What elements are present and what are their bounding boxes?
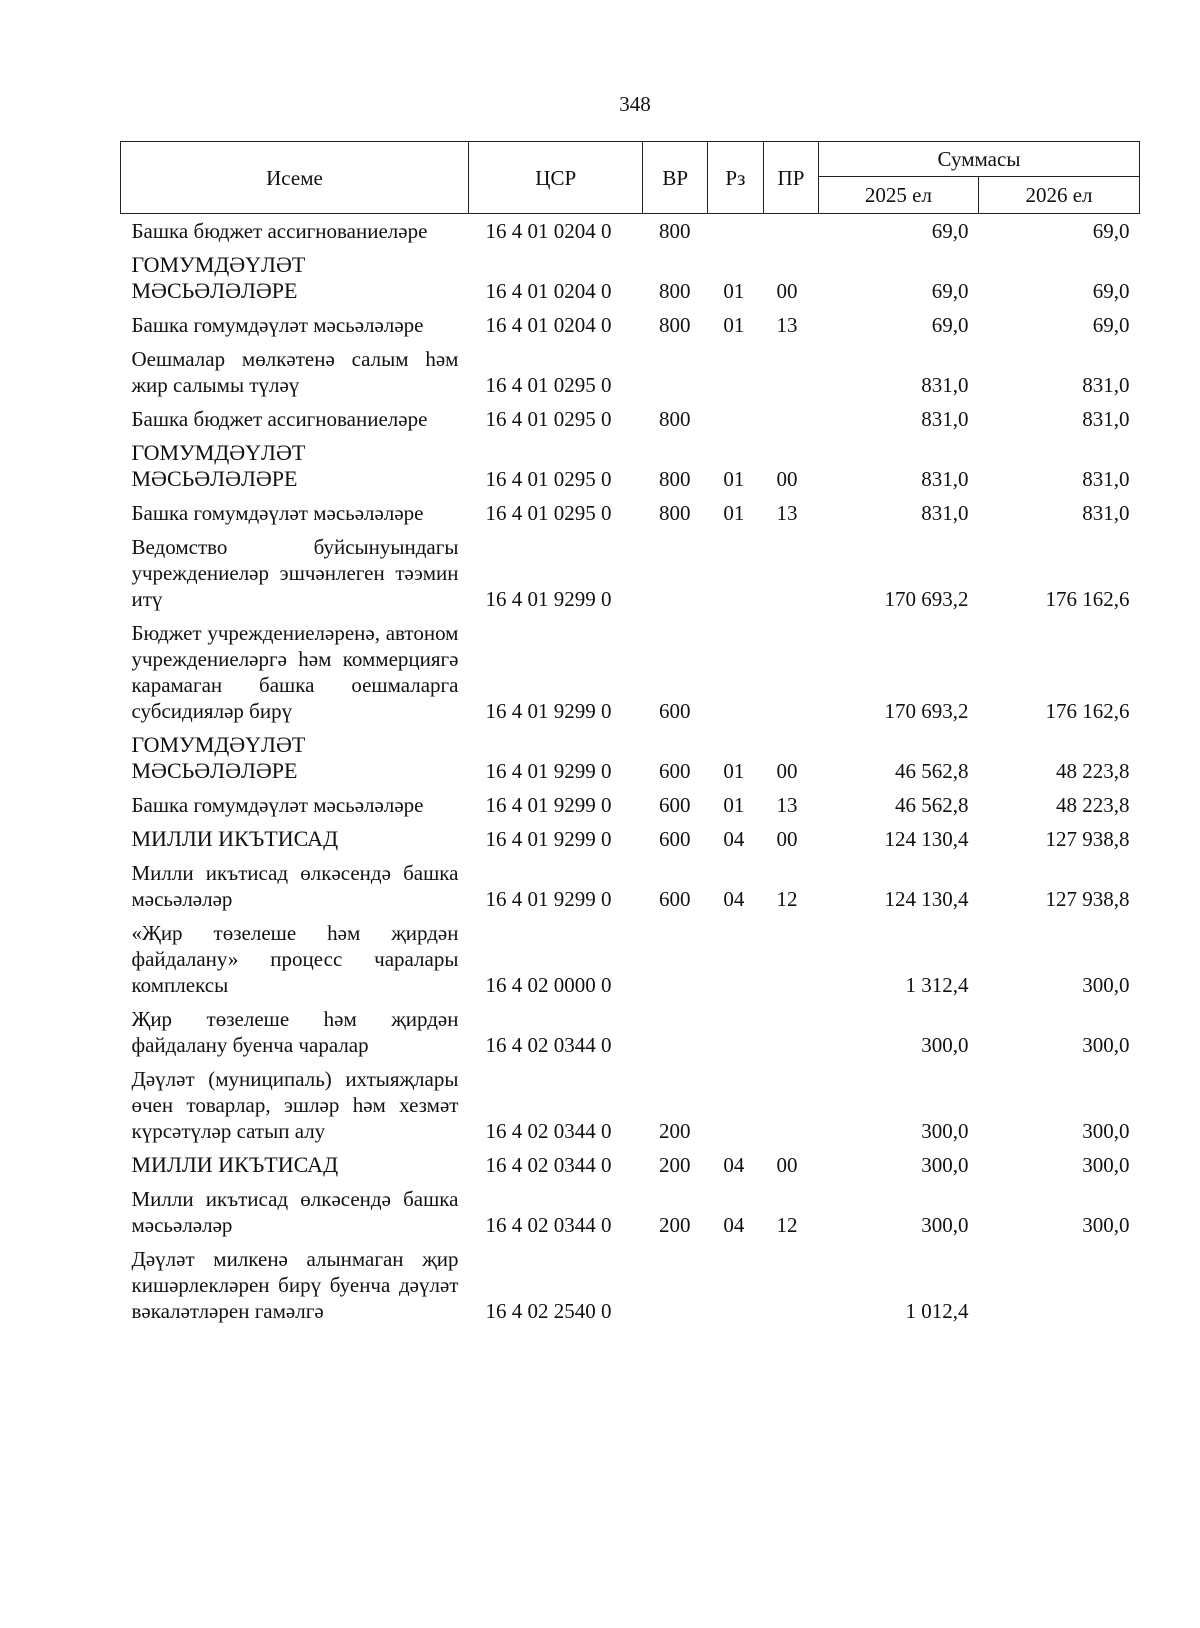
- pr-cell: 13: [776, 501, 798, 525]
- amount-2026-cell: 831,0: [1082, 407, 1130, 431]
- vr-cell: [643, 530, 707, 616]
- rz-cell: [707, 1002, 763, 1062]
- table-body: [121, 214, 1140, 1329]
- amount-2025-cell: 831,0: [921, 407, 969, 431]
- table-row: [121, 616, 1140, 728]
- pr-cell: [763, 530, 818, 616]
- page-number: 348: [619, 92, 651, 116]
- amount-2025-cell: 170 693,2: [884, 699, 969, 723]
- rz-cell: [707, 342, 763, 402]
- vr-cell: 200: [658, 1153, 691, 1177]
- amount-2025-cell: 300,0: [921, 1033, 969, 1057]
- amount-2026-cell: 300,0: [1082, 1213, 1130, 1237]
- amount-2025-cell: 300,0: [921, 1119, 969, 1143]
- pr-cell: 00: [776, 1153, 798, 1177]
- vr-cell: 200: [658, 1119, 691, 1143]
- amount-2026-cell: 69,0: [1092, 219, 1130, 243]
- pr-cell: 00: [776, 279, 798, 303]
- amount-2026-cell: 176 162,6: [1045, 699, 1130, 723]
- amount-2026-cell: 127 938,8: [1045, 827, 1130, 851]
- csr-cell: 16 4 01 9299 0: [485, 699, 612, 723]
- pr-cell: [763, 916, 818, 1002]
- amount-2026-cell: 176 162,6: [1045, 587, 1130, 611]
- name-cell: ГОМУМДӘҮЛӘТ МӘСЬӘЛӘЛӘРЕ: [131, 252, 306, 303]
- header-vr: ВР: [643, 142, 707, 214]
- rz-cell: 01: [723, 501, 745, 525]
- name-cell: Башка гомумдәүләт мәсьәләләре: [131, 793, 424, 817]
- vr-cell: 200: [658, 1213, 691, 1237]
- vr-cell: [643, 916, 707, 1002]
- amount-2025-cell: 1 312,4: [905, 973, 969, 997]
- rz-cell: 01: [723, 313, 745, 337]
- rz-cell: 04: [723, 1213, 745, 1237]
- rz-cell: 01: [723, 467, 745, 491]
- header-rz: Рз: [707, 142, 763, 214]
- amount-2026-cell: 300,0: [1082, 973, 1130, 997]
- name-cell: ГОМУМДӘҮЛӘТ МӘСЬӘЛӘЛӘРЕ: [131, 440, 306, 491]
- name-cell: Башка гомумдәүләт мәсьәләләре: [131, 501, 424, 525]
- header-sums: Суммасы: [818, 142, 1139, 177]
- rz-cell: 01: [723, 759, 745, 783]
- pr-cell: 12: [776, 887, 798, 911]
- csr-cell: 16 4 01 0295 0: [485, 407, 612, 431]
- amount-2025-cell: 1 012,4: [905, 1299, 969, 1323]
- amount-2025-cell: 124 130,4: [884, 827, 969, 851]
- rz-cell: 04: [723, 1153, 745, 1177]
- amount-2026-cell: 69,0: [1092, 279, 1130, 303]
- amount-2025-cell: 300,0: [921, 1153, 969, 1177]
- rz-cell: [707, 1062, 763, 1148]
- csr-cell: 16 4 01 0204 0: [485, 219, 612, 243]
- vr-cell: 600: [658, 827, 691, 851]
- amount-2025-cell: 170 693,2: [884, 587, 969, 611]
- header-name: Исеме: [121, 142, 469, 214]
- amount-2026-cell: [978, 1242, 1139, 1328]
- rz-cell: [707, 1242, 763, 1328]
- csr-cell: 16 4 02 0344 0: [485, 1213, 612, 1237]
- vr-cell: 800: [658, 219, 691, 243]
- pr-cell: 00: [776, 467, 798, 491]
- name-cell: Бюджет учреждениеләренә, автоном учреждениеләргә һәм коммерциягә карамаган башка оешмаларга субсидияләр бирү: [131, 621, 459, 723]
- budget-table: [120, 141, 1140, 1328]
- pr-cell: [763, 402, 818, 436]
- rz-cell: [707, 616, 763, 728]
- amount-2025-cell: 69,0: [931, 279, 969, 303]
- pr-cell: [763, 214, 818, 249]
- name-cell: Милли икътисад өлкәсендә башка мәсьәләләр: [131, 1187, 459, 1237]
- amount-2025-cell: 46 562,8: [894, 759, 969, 783]
- vr-cell: 800: [658, 501, 691, 525]
- name-cell: Башка бюджет ассигнованиеләре: [131, 219, 428, 243]
- vr-cell: [643, 1242, 707, 1328]
- csr-cell: 16 4 01 0204 0: [485, 313, 612, 337]
- table-row: [121, 856, 1140, 916]
- header-year-2026: 2026 ел: [978, 177, 1139, 214]
- pr-cell: [763, 616, 818, 728]
- pr-cell: [763, 1062, 818, 1148]
- csr-cell: 16 4 01 9299 0: [485, 887, 612, 911]
- header-pr: ПР: [763, 142, 818, 214]
- pr-cell: [763, 1002, 818, 1062]
- amount-2026-cell: 831,0: [1082, 373, 1130, 397]
- csr-cell: 16 4 01 0295 0: [485, 373, 612, 397]
- amount-2026-cell: 300,0: [1082, 1119, 1130, 1143]
- name-cell: Оешмалар мөлкәтенә салым һәм жир салымы түләү: [131, 347, 459, 397]
- csr-cell: 16 4 02 0344 0: [485, 1119, 612, 1143]
- vr-cell: 800: [658, 467, 691, 491]
- vr-cell: 800: [658, 313, 691, 337]
- vr-cell: 800: [658, 407, 691, 431]
- pr-cell: 13: [776, 793, 798, 817]
- amount-2026-cell: 300,0: [1082, 1033, 1130, 1057]
- csr-cell: 16 4 01 9299 0: [485, 827, 612, 851]
- name-cell: «Җир төзелеше һәм җирдән файдалану» процесс чаралары комплексы: [131, 921, 459, 997]
- pr-cell: 12: [776, 1213, 798, 1237]
- vr-cell: 600: [658, 759, 691, 783]
- table-row: [121, 916, 1140, 1002]
- vr-cell: 800: [658, 279, 691, 303]
- table-row: [121, 1148, 1140, 1182]
- name-cell: Башка гомумдәүләт мәсьәләләре: [131, 313, 424, 337]
- name-cell: Милли икътисад өлкәсендә башка мәсьәләләр: [131, 861, 459, 911]
- amount-2026-cell: 831,0: [1082, 501, 1130, 525]
- name-cell: Җир төзелеше һәм җирдән файдалану буенча чаралар: [131, 1007, 459, 1057]
- amount-2026-cell: 300,0: [1082, 1153, 1130, 1177]
- amount-2025-cell: 300,0: [921, 1213, 969, 1237]
- rz-cell: 04: [723, 887, 745, 911]
- amount-2025-cell: 831,0: [921, 501, 969, 525]
- amount-2025-cell: 831,0: [921, 467, 969, 491]
- amount-2026-cell: 69,0: [1092, 313, 1130, 337]
- name-cell: МИЛЛИ ИКЪТИСАД: [131, 1152, 339, 1177]
- vr-cell: [643, 1002, 707, 1062]
- table-row: [121, 342, 1140, 402]
- rz-cell: [707, 214, 763, 249]
- amount-2026-cell: 48 223,8: [1056, 759, 1130, 783]
- rz-cell: [707, 402, 763, 436]
- pr-cell: 00: [776, 759, 798, 783]
- rz-cell: [707, 530, 763, 616]
- table-row: [121, 402, 1140, 436]
- table-row: [121, 214, 1140, 249]
- csr-cell: 16 4 02 0000 0: [485, 973, 612, 997]
- amount-2026-cell: 831,0: [1082, 467, 1130, 491]
- amount-2026-cell: 48 223,8: [1056, 793, 1130, 817]
- csr-cell: 16 4 02 0344 0: [485, 1033, 612, 1057]
- csr-cell: 16 4 02 2540 0: [485, 1299, 612, 1323]
- csr-cell: 16 4 01 0204 0: [485, 279, 612, 303]
- table-row: [121, 788, 1140, 822]
- table-row: [121, 822, 1140, 856]
- csr-cell: 16 4 02 0344 0: [485, 1153, 612, 1177]
- csr-cell: 16 4 01 9299 0: [485, 759, 612, 783]
- csr-cell: 16 4 01 0295 0: [485, 467, 612, 491]
- name-cell: Дәүләт (муниципаль) ихтыяҗлары өчен товарлар, эшләр һәм хезмәт күрсәтүләр сатып алу: [131, 1067, 459, 1143]
- table-row: [121, 1002, 1140, 1062]
- vr-cell: 600: [658, 699, 691, 723]
- name-cell: Дәүләт милкенә алынмаган җир кишәрлекләрен бирү буенча дәүләт вәкаләтләрен гамәлгә: [131, 1247, 459, 1323]
- csr-cell: 16 4 01 0295 0: [485, 501, 612, 525]
- pr-cell: [763, 342, 818, 402]
- amount-2025-cell: 69,0: [931, 219, 969, 243]
- table-row: [121, 308, 1140, 342]
- amount-2025-cell: 124 130,4: [884, 887, 969, 911]
- name-cell: МИЛЛИ ИКЪТИСАД: [131, 826, 339, 851]
- table-row: [121, 436, 1140, 496]
- table-row: [121, 496, 1140, 530]
- amount-2026-cell: 127 938,8: [1045, 887, 1130, 911]
- name-cell: Ведомство буйсынуындагы учреждениеләр эшчәнлеген тәэмин итү: [131, 535, 459, 611]
- table-row: [121, 1242, 1140, 1328]
- header-csr: ЦСР: [468, 142, 643, 214]
- pr-cell: 13: [776, 313, 798, 337]
- rz-cell: 04: [723, 827, 745, 851]
- vr-cell: 600: [658, 793, 691, 817]
- table-row: [121, 728, 1140, 788]
- pr-cell: 00: [776, 827, 798, 851]
- table-row: [121, 248, 1140, 308]
- vr-cell: [643, 342, 707, 402]
- vr-cell: 600: [658, 887, 691, 911]
- rz-cell: [707, 916, 763, 1002]
- table-row: [121, 530, 1140, 616]
- csr-cell: 16 4 01 9299 0: [485, 793, 612, 817]
- pr-cell: [763, 1242, 818, 1328]
- name-cell: ГОМУМДӘҮЛӘТ МӘСЬӘЛӘЛӘРЕ: [131, 732, 306, 783]
- name-cell: Башка бюджет ассигнованиеләре: [131, 407, 428, 431]
- table-header: [121, 142, 1140, 214]
- amount-2025-cell: 831,0: [921, 373, 969, 397]
- table-row: [121, 1062, 1140, 1148]
- amount-2025-cell: 69,0: [931, 313, 969, 337]
- header-year-2025: 2025 ел: [818, 177, 978, 214]
- amount-2025-cell: 46 562,8: [894, 793, 969, 817]
- table-row: [121, 1182, 1140, 1242]
- csr-cell: 16 4 01 9299 0: [485, 587, 612, 611]
- rz-cell: 01: [723, 793, 745, 817]
- rz-cell: 01: [723, 279, 745, 303]
